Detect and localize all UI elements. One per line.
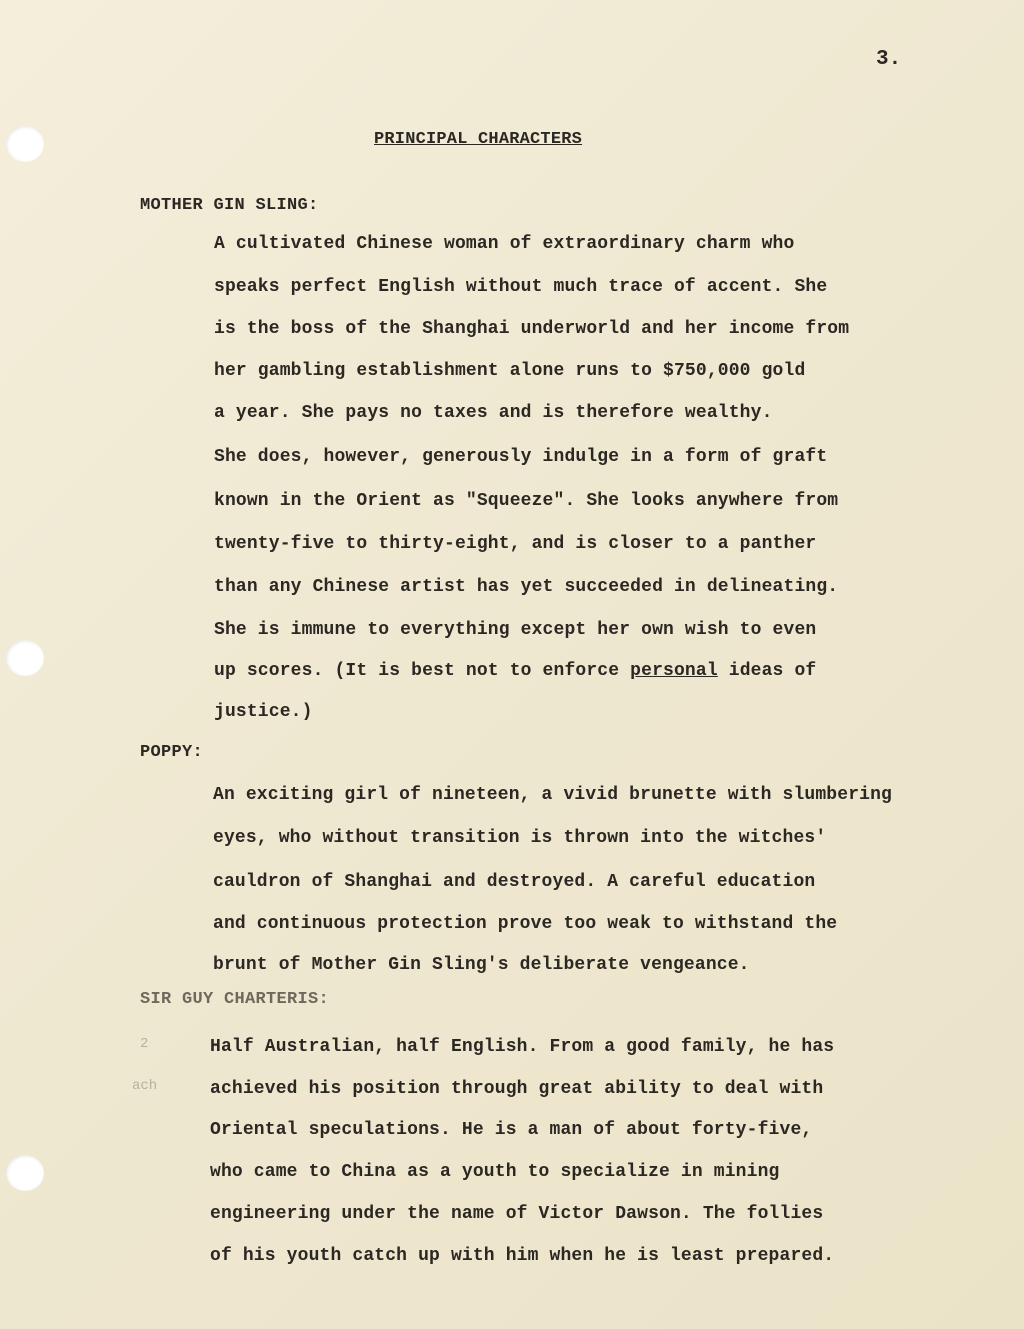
binder-hole-middle [6,640,44,676]
binder-hole-bottom [6,1155,44,1191]
text-line: who came to China as a youth to specialize in mining [210,1162,780,1182]
margin-note: 2 [140,1036,149,1052]
text-line: achieved his position through great ability to deal with [210,1079,824,1099]
text-line: twenty-five to thirty-eight, and is closer to a panther [214,534,817,554]
text-line: a year. She pays no taxes and is therefore wealthy. [214,403,773,423]
character-heading-sir-guy-charteris: SIR GUY CHARTERIS: [140,990,330,1009]
text-line: A cultivated Chinese woman of extraordinary charm who [214,234,795,254]
margin-note: ach [132,1078,158,1094]
text-line: than any Chinese artist has yet succeeded in delineating. [214,577,839,597]
text-line: eyes, who without transition is thrown into the witches' [213,828,827,848]
text-line: She is immune to everything except her own wish to even [214,620,817,640]
text-line: speaks perfect English without much trace of accent. She [214,277,828,297]
text-line: Half Australian, half English. From a good family, he has [210,1037,835,1057]
text-line: is the boss of the Shanghai underworld and her income from [214,319,850,339]
text-line-with-underline [214,661,816,681]
text-line: of his youth catch up with him when he is least prepared. [210,1246,835,1266]
text-line: justice.) [214,702,313,722]
text-line: cauldron of Shanghai and destroyed. A careful education [213,872,816,892]
text-line: brunt of Mother Gin Sling's deliberate vengeance. [213,955,750,975]
text-line: Oriental speculations. He is a man of about forty-five, [210,1120,813,1140]
binder-hole-top [6,126,44,162]
page-title: PRINCIPAL CHARACTERS [374,130,583,149]
character-heading-poppy: POPPY: [140,743,204,762]
text-line: She does, however, generously indulge in a form of graft [214,447,828,467]
text-line: An exciting girl of nineteen, a vivid brunette with slumbering [213,785,893,805]
text-line: engineering under the name of Victor Dawson. The follies [210,1204,824,1224]
text-line: her gambling establishment alone runs to $750,000 gold [214,361,806,381]
text-segment: up scores. (It is best not to enforce [214,661,631,681]
text-line: and continuous protection prove too weak to withstand the [213,914,838,934]
page-number: 3. [876,48,902,71]
underlined-word: personal [630,661,718,681]
text-line: known in the Orient as "Squeeze". She looks anywhere from [214,491,839,511]
character-heading-mother-gin-sling: MOTHER GIN SLING: [140,196,319,215]
text-segment: ideas of [717,661,817,681]
